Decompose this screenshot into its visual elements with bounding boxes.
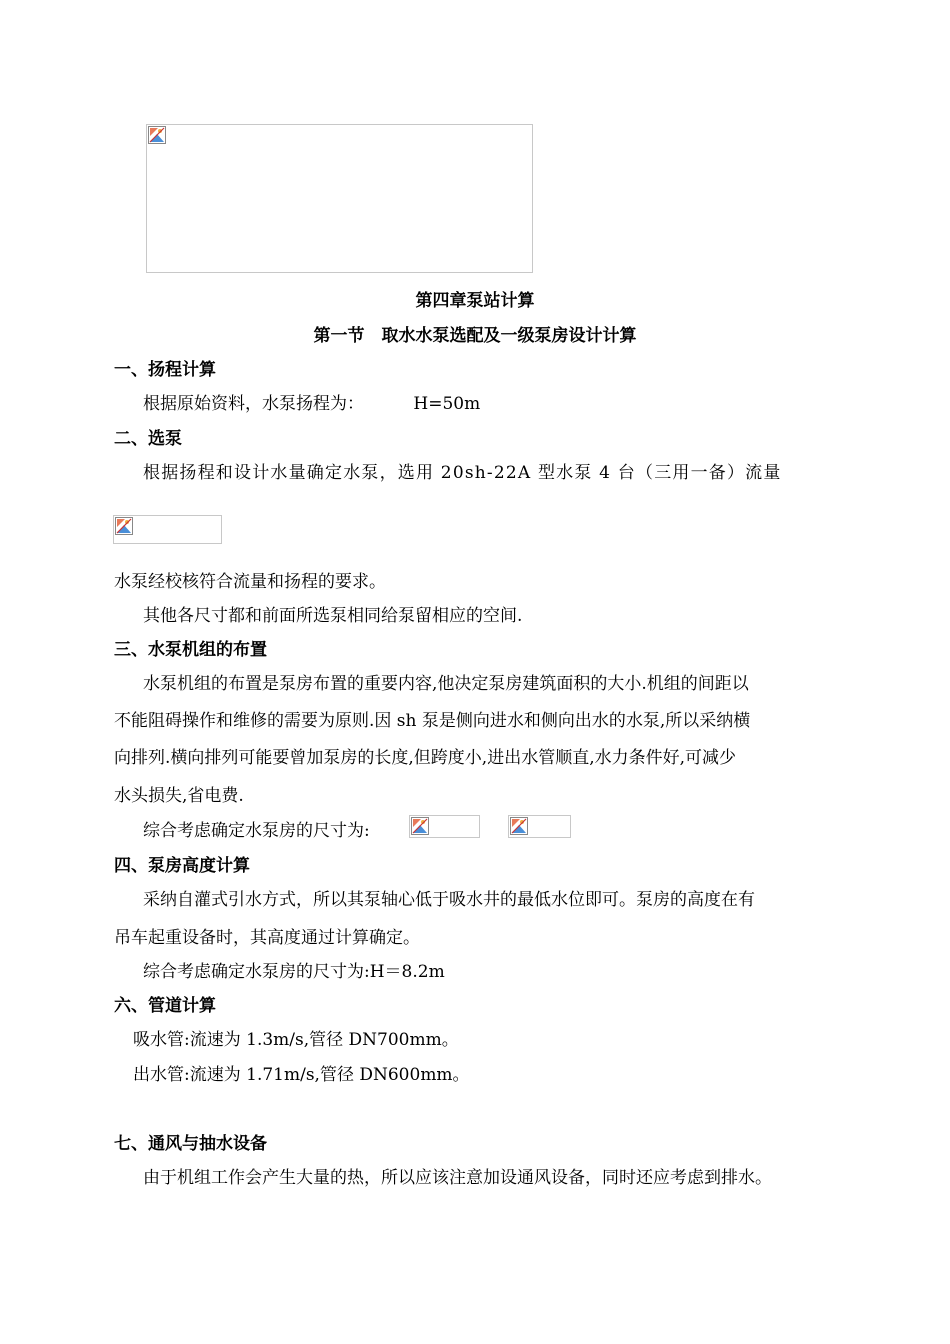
broken-image-icon (411, 817, 429, 835)
heading-ventilation: 七、通风与抽水设备 (114, 1134, 267, 1154)
discharge-pipe-text: 出水管:流速为 1.71m/s,管径 DN600mm。 (133, 1065, 470, 1085)
room-height-size-text: 综合考虑确定水泵房的尺寸为:H＝8.2m (143, 962, 445, 982)
unit-layout-line-3: 向排列.横向排列可能要曾加泵房的长度,但跨度小,进出水管顺直,水力条件好,可减少 (114, 748, 737, 768)
section-title: 第一节 取水水泵选配及一级泵房设计计算 (313, 326, 637, 346)
chapter-title: 第四章泵站计算 (415, 291, 535, 311)
heading-pump-selection: 二、选泵 (114, 429, 182, 449)
pump-selection-text: 根据扬程和设计水量确定水泵，选用 20sh-22A 型水泵 4 台（三用一备）流量 (143, 463, 782, 483)
head-value: H=50m (413, 394, 481, 414)
heading-head-calc: 一、扬程计算 (114, 360, 216, 380)
head-calc-text (143, 389, 480, 414)
broken-image-icon (510, 817, 528, 835)
figure-image-placeholder (146, 124, 533, 273)
pump-check-text: 水泵经校核符合流量和扬程的要求。 (114, 572, 386, 592)
broken-image-icon (148, 126, 166, 144)
room-size-image-placeholder-1 (409, 815, 480, 838)
room-size-image-placeholder-2 (508, 815, 571, 838)
pump-space-text: 其他各尺寸都和前面所选泵相同给泵留相应的空间. (143, 606, 523, 626)
head-calc-label: 根据原始资料，水泵扬程为： (143, 394, 364, 414)
ventilation-text: 由于机组工作会产生大量的热，所以应该注意加设通风设备，同时还应考虑到排水。 (143, 1168, 772, 1188)
unit-layout-line-4: 水头损失,省电费. (114, 786, 244, 806)
room-height-line-1: 采纳自灌式引水方式，所以其泵轴心低于吸水井的最低水位即可。泵房的高度在有 (143, 890, 755, 910)
heading-room-height: 四、泵房高度计算 (114, 856, 250, 876)
suction-pipe-text: 吸水管:流速为 1.3m/s,管径 DN700mm。 (133, 1030, 459, 1050)
broken-image-icon (115, 517, 133, 535)
room-size-text: 综合考虑确定水泵房的尺寸为: (143, 821, 370, 841)
unit-layout-line-1: 水泵机组的布置是泵房布置的重要内容,他决定泵房建筑面积的大小.机组的间距以 (143, 674, 749, 694)
heading-unit-layout: 三、水泵机组的布置 (114, 640, 267, 660)
unit-layout-line-2: 不能阻碍操作和维修的需要为原则.因 sh 泵是侧向进水和侧向出水的水泵,所以采纳横 (114, 711, 751, 731)
formula-image-placeholder (113, 515, 222, 544)
room-height-line-2: 吊车起重设备时，其高度通过计算确定。 (114, 928, 420, 948)
heading-pipe-calc: 六、管道计算 (114, 996, 216, 1016)
